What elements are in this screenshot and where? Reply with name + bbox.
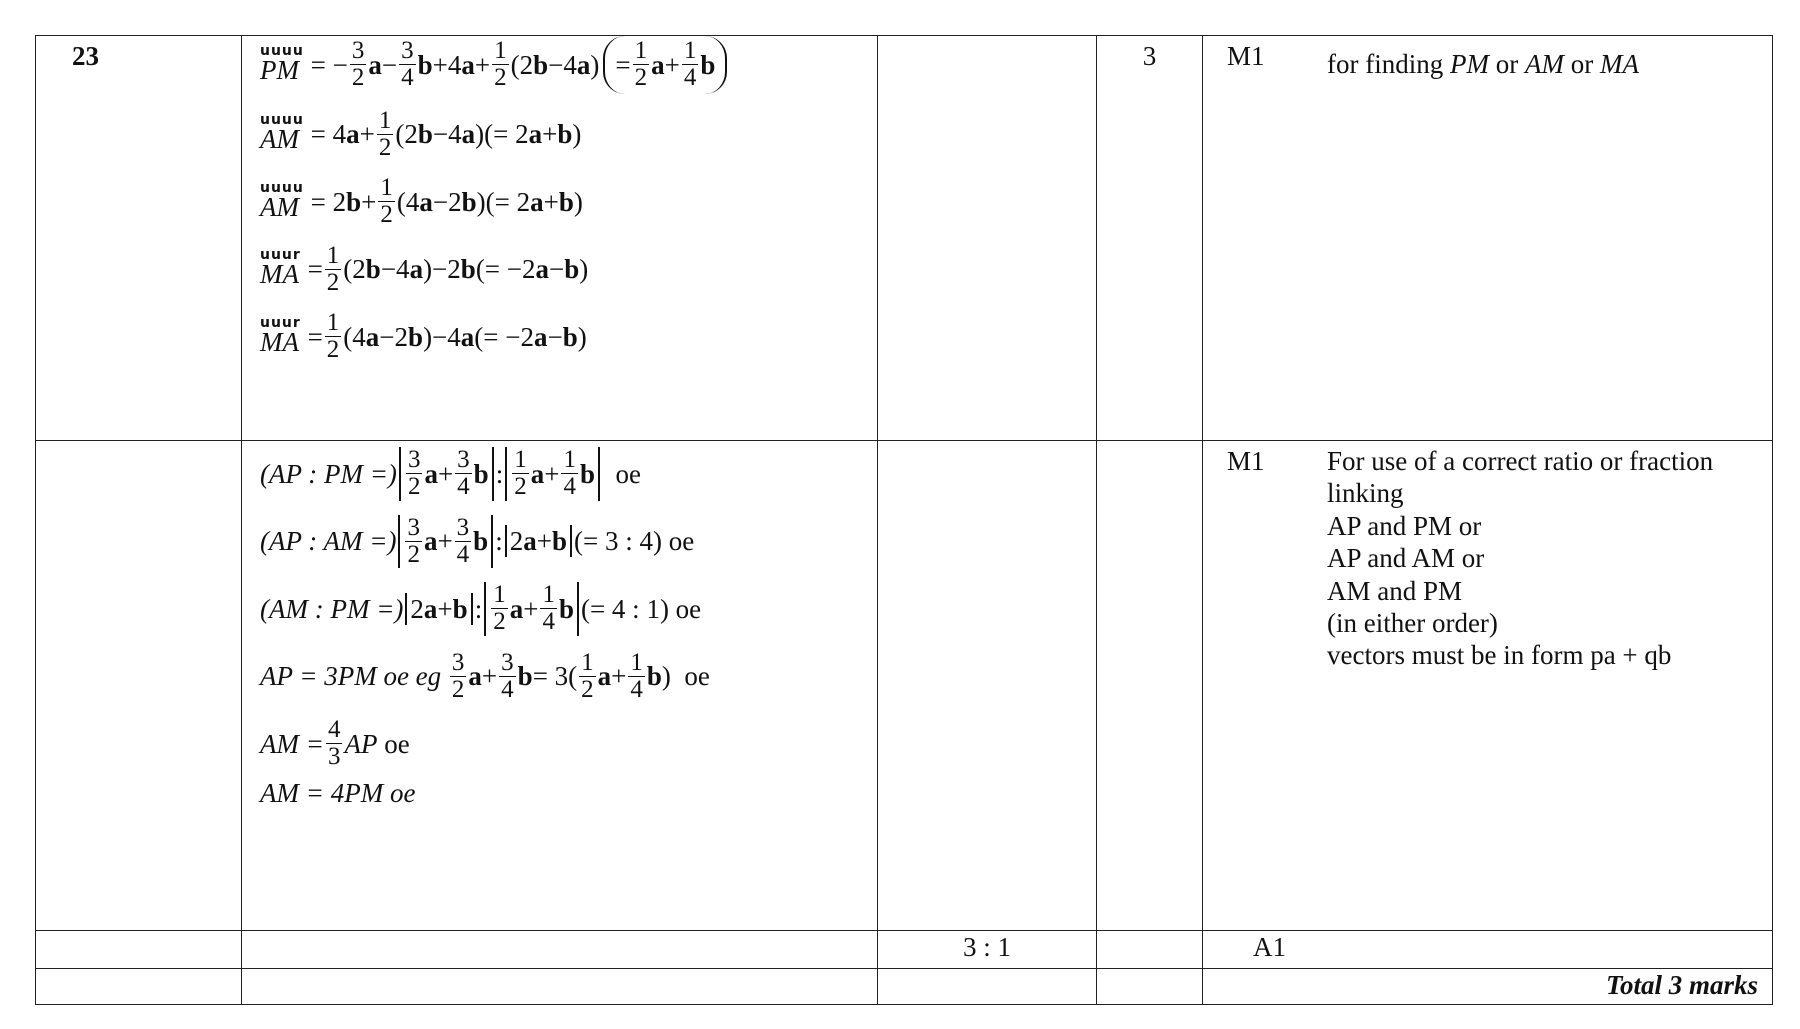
ratio-line-am-pm: (AM : PM =) 2 a + b : $\frac{1}{2}$ a + $\frac{1}{4}$ b (= 4 : 1) oe	[260, 581, 702, 636]
mark-code: M1	[1227, 446, 1265, 476]
row-ratio-method	[36, 441, 1773, 931]
working-line-am-2: uuuu AM = 2 b + $\frac{1}{2}$ (4 a −2 b )(= 2 a + b )	[260, 174, 583, 229]
mark-code: A1	[1253, 932, 1286, 962]
row-answer	[36, 931, 1773, 969]
working-line-am-1: uuuu AM = 4 a + $\frac{1}{2}$ (2 b −4 a )(= 2 a + b )	[260, 106, 582, 161]
vector-label: PM	[260, 54, 299, 85]
vector-label: MA	[1599, 49, 1639, 79]
vector-label: MA	[260, 259, 299, 290]
vector-arrow-mark: uuur	[260, 314, 301, 331]
vector-label: PM	[1449, 49, 1489, 79]
ratio-line-ap-am: (AP : AM =) $\frac{3}{2}$ a + $\frac{3}{4}$ b : 2 a + b (= 3 : 4) oe	[260, 513, 695, 568]
vector-label: AM	[260, 191, 299, 222]
working-line-pm: uuuu PM = − $\frac{3}{2}$ a − $\frac{3}{4}$ b +4 a + $\frac{1}{2}$ (2 b −4 a ) = $\frac{1}{2}$ a + $\frac{1}{4}$ b	[260, 36, 877, 94]
mark-code: M1	[1227, 41, 1265, 71]
working-cell-2	[242, 441, 878, 931]
ratio-line-am-frac-ap: AM = $\frac{4}{3}$ AP oe	[260, 716, 410, 771]
vector-arrow-mark: uuuu	[260, 112, 304, 129]
marks-cell-empty	[1097, 441, 1203, 931]
vector-arrow-mark: uuuu	[260, 42, 304, 59]
question-number: 23	[36, 36, 242, 441]
total-marks: Total 3 marks	[1203, 969, 1773, 1005]
final-answer: 3 : 1	[878, 931, 1097, 969]
guidance-text-1: for finding PM or AM or MA	[1327, 49, 1639, 79]
marks-cell: 3	[1097, 36, 1203, 441]
answer-cell-1	[878, 36, 1097, 441]
guidance-text-2: For use of a correct ratio or fraction linking AP and PM or AP and AM or AM and PM (in either order) vectors must be in form pa + qb	[1327, 446, 1714, 671]
working-line-ma-2: uuur MA = $\frac{1}{2}$ (4 a −2 b )−4 a (= −2 a − b )	[260, 309, 587, 364]
guidance-cell-2	[1203, 441, 1773, 931]
vector-arrow-mark: uuuu	[260, 179, 304, 196]
working-line-ma-1: uuur MA = $\frac{1}{2}$ (2 b −4 a )−2 b (= −2 a − b )	[260, 241, 589, 296]
ratio-line-ap-pm: (AP : PM =) $\frac{3}{2}$ a + $\frac{3}{4}$ b : $\frac{1}{2}$ a + $\frac{1}{4}$ b oe	[260, 446, 641, 501]
answer-cell-2	[878, 441, 1097, 931]
mark-scheme-table	[35, 35, 1773, 1005]
guidance-cell-1	[1203, 36, 1773, 441]
vector-label: AM	[1524, 49, 1564, 79]
question-cell-empty	[36, 441, 242, 931]
vector-label: AM	[260, 124, 299, 155]
vector-label: MA	[260, 326, 299, 357]
ratio-line-am-4pm: AM = 4PM oe	[260, 777, 416, 808]
row-vector-finding	[36, 36, 1773, 441]
working-cell-1	[242, 36, 878, 441]
vector-arrow-mark: uuur	[260, 247, 301, 264]
guidance-cell-3	[1203, 931, 1773, 969]
row-total	[36, 969, 1773, 1005]
ratio-line-ap-3pm: AP = 3PM oe eg $\frac{3}{2}$ a + $\frac{3}{4}$ b = 3( $\frac{1}{2}$ a + $\frac{1}{4}$ b ) oe	[260, 648, 710, 703]
